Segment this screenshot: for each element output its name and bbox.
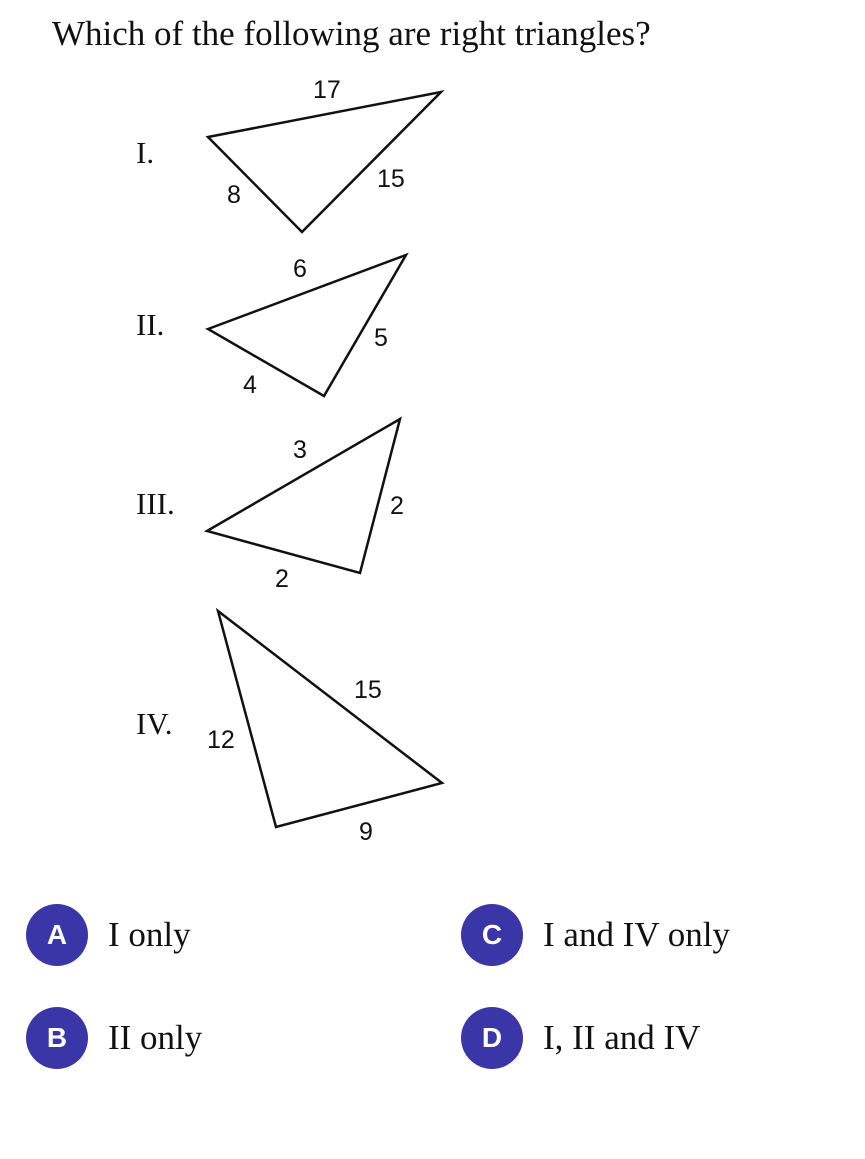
- choice-d-text: I, II and IV: [543, 1018, 701, 1057]
- choice-d-badge[interactable]: D: [461, 1007, 523, 1069]
- triangle-2-side-bottom: 4: [243, 371, 257, 399]
- triangle-1-side-left: 8: [227, 181, 241, 209]
- choice-a-badge[interactable]: A: [26, 904, 88, 966]
- triangle-3-numeral: III.: [136, 486, 175, 521]
- triangle-2-side-right: 5: [374, 324, 388, 352]
- triangle-4: [136, 611, 442, 846]
- triangle-4-side-bottom: 9: [359, 818, 373, 846]
- choice-a-text: I only: [108, 915, 191, 954]
- triangle-4-side-left: 12: [207, 726, 235, 754]
- choice-d[interactable]: [461, 1007, 700, 1069]
- triangle-2: [136, 255, 406, 399]
- choice-c[interactable]: [461, 904, 730, 966]
- triangle-2-side-top: 6: [293, 255, 307, 283]
- triangle-1-side-top: 17: [313, 76, 341, 104]
- choice-c-badge[interactable]: C: [461, 904, 523, 966]
- choice-b-badge[interactable]: B: [26, 1007, 88, 1069]
- question-text: Which of the following are right triangles?: [52, 14, 651, 53]
- choice-b[interactable]: [26, 1007, 202, 1069]
- triangle-1: [136, 76, 441, 232]
- triangle-3-side-top: 3: [293, 436, 307, 464]
- triangle-3-side-right: 2: [390, 492, 404, 520]
- triangle-4-side-right: 15: [354, 676, 382, 704]
- triangle-3-side-bottom: 2: [275, 565, 289, 593]
- triangle-2-numeral: II.: [136, 307, 165, 342]
- triangle-4-shape: [218, 611, 442, 827]
- choice-a[interactable]: [26, 904, 191, 966]
- triangle-1-numeral: I.: [136, 135, 155, 170]
- triangle-1-side-right: 15: [377, 165, 405, 193]
- choice-c-text: I and IV only: [543, 915, 730, 954]
- triangle-4-numeral: IV.: [136, 706, 173, 741]
- triangle-3: [136, 419, 404, 593]
- triangle-1-shape: [208, 92, 441, 232]
- choice-b-text: II only: [108, 1018, 203, 1057]
